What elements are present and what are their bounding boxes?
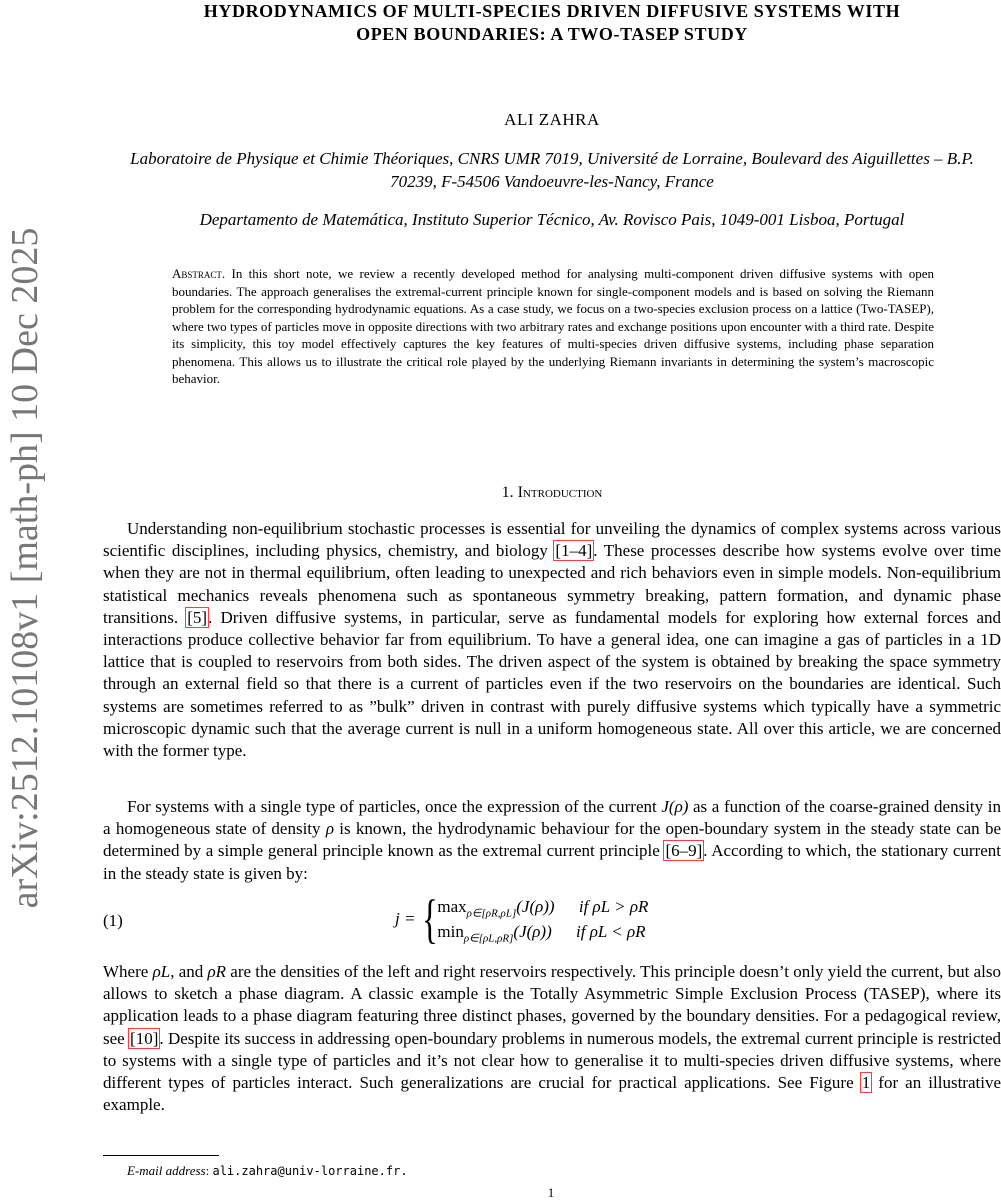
equation-number: (1): [103, 911, 123, 930]
figure-link-1[interactable]: 1: [861, 1073, 871, 1093]
citation-5[interactable]: [5]: [187, 607, 208, 627]
footnote-email[interactable]: ali.zahra@univ-lorraine.fr.: [212, 1164, 408, 1178]
author: ALI ZAHRA: [504, 110, 600, 129]
footnote: E-mail address: ali.zahra@univ-lorraine.fr.: [127, 1163, 408, 1178]
page-number: 1: [547, 1185, 555, 1200]
equation-cases: [437, 894, 648, 944]
p2-text-c: is known, the hydrodynamic behaviour for the open-boundary system in the steady state can be determined by a simple general principle known as the extremal current principle: [103, 819, 1001, 861]
equation-body: [395, 888, 648, 950]
p3-text-a: Where: [103, 962, 153, 981]
paper-title: [100, 0, 1001, 46]
equation-1: [103, 888, 1001, 950]
footnote-label: E-mail address: [127, 1163, 206, 1178]
title-line-1: HYDRODYNAMICS OF MULTI-SPECIES DRIVEN DIFFUSIVE SYSTEMS WITH: [203, 1, 901, 21]
case1-sub: ρ∈[ρR,ρL]: [466, 907, 517, 920]
case2-sub: ρ∈[ρL,ρR]: [463, 932, 514, 945]
p3-text-c: are the densities of the left and right reservoirs respectively. This principle doesn’t only yield the current, but also allows to sketch a phase diagram. A classic example is the Totally Asymmetric Simple Exclusion Process (TASEP), where its application leads to a phase diagram featuring three distinct phases, governed by the boundary densities. For a pedagogical review, see: [103, 962, 1001, 1048]
p3-math-rhoR: ρR: [207, 962, 227, 981]
abstract-label: Abstract.: [172, 266, 226, 281]
p3-text-d: . Despite its success in addressing open-boundary problems in numerous models, the extremal current principle is restricted to systems with a single type of particles and it’s not clear how to generalise it to multi-species driven diffusive systems, where different types of particles interact. Such generalizations are crucial for practical applications. See Figure: [103, 1028, 1001, 1093]
arxiv-stamp: arXiv:2512.10108v1 [math-ph] 10 Dec 2025: [4, 227, 46, 909]
case1-cond: if ρL > ρR: [578, 897, 649, 916]
title-line-2: OPEN BOUNDARIES: A TWO-TASEP STUDY: [356, 24, 748, 44]
p1-text-c: . Driven diffusive systems, in particular, serve as fundamental models for exploring how external forces and interactions produce collective behavior far from equilibrium. To have a general idea, one can imagine a gas of particles in a 1D lattice that is coupled to reservoirs from both sides. The driven aspect of the system is obtained by breaking the space symmetry through an external field so that there is a current of particles even if the two reservoirs on the boundaries are identical. Such systems are sometimes referred to as ”bulk” driven in contrast with purely diffusive systems which typically have a symmetric microscopic dynamic such that the average current is null in a uniform homogeneous state. All over this article, we are concerned with the former type.: [103, 607, 1001, 761]
citation-10[interactable]: [10]: [130, 1028, 159, 1048]
section-title: Introduction: [517, 484, 603, 501]
paragraph-3: [103, 961, 1001, 1116]
equation-lhs: j =: [395, 909, 416, 928]
p3-math-rhoL: ρL: [152, 962, 171, 981]
p2-text-a: For systems with a single type of particles, once the expression of the current: [127, 797, 662, 816]
case1-arg: (J(ρ)): [516, 897, 555, 916]
case2-op: min: [437, 922, 464, 941]
left-brace: {: [422, 889, 439, 949]
p2-text-b: as a function of the coarse-grained density in a homogeneous state of density: [103, 797, 1001, 839]
affiliation-2: Departamento de Matemática, Instituto Superior Técnico, Av. Rovisco Pais, 1049-001 Lisboa, Portugal: [199, 210, 905, 229]
paragraph-1: [103, 518, 1001, 762]
case1-op: max: [437, 897, 467, 916]
equation-case-1: [437, 894, 648, 919]
p3-text-b: , and: [170, 962, 208, 981]
p1-text-a: Understanding non-equilibrium stochastic processes is essential for unveiling the dynamics of complex systems across various scientific disciplines, including physics, chemistry, and biology: [103, 519, 1001, 561]
case2-cond: if ρL < ρR: [576, 922, 646, 941]
p2-math-jrho: J(ρ): [661, 797, 689, 816]
equation-case-2: [437, 919, 648, 944]
citation-1-4[interactable]: [1–4]: [555, 541, 593, 561]
case2-arg: (J(ρ)): [513, 922, 552, 941]
p2-math-rho: ρ: [325, 819, 334, 839]
section-heading: [100, 484, 1001, 502]
p2-text-d: . According to which, the stationary current in the steady state is given by:: [103, 841, 1001, 883]
abstract: [172, 265, 934, 388]
affiliation-1: Laboratoire de Physique et Chimie Théoriques, CNRS UMR 7019, Université de Lorraine, Boulevard des Aiguillettes – B.P. 70239, F-54506 Vandoeuvre-les-Nancy, France: [130, 149, 974, 191]
abstract-text: In this short note, we review a recently developed method for analysing multi-component driven diffusive systems with open boundaries. The approach generalises the extremal-current principle known for single-component models and is based on solving the Riemann problem for the corresponding hydrodynamic equations. As a case study, we focus on a two-species exclusion process on a lattice (Two-TASEP), where two types of particles move in opposite directions with two arbitrary rates and exchange positions upon encounter with a third rate. Despite its simplicity, this toy model effectively captures the key features of multi-species driven diffusive systems, including phase separation phenomena. This allows us to illustrate the critical role played by the underlying Riemann invariants in determining the system’s macroscopic behavior.: [172, 266, 934, 386]
section-number: 1.: [501, 484, 514, 501]
paragraph-2: [103, 796, 1001, 885]
footnote-rule: [103, 1155, 219, 1156]
p3-text-e: for an illustrative example.: [103, 1073, 1001, 1115]
p1-text-b: . These processes describe how systems evolve over time when they are not in thermal equilibrium, often leading to unexpected and rich behaviors even in simple models. Non-equilibrium statistical mechanics reveals phenomena such as spontaneous symmetry breaking, pattern formation, and dynamic phase transitions.: [103, 541, 1001, 627]
citation-6-9[interactable]: [6–9]: [665, 841, 703, 861]
